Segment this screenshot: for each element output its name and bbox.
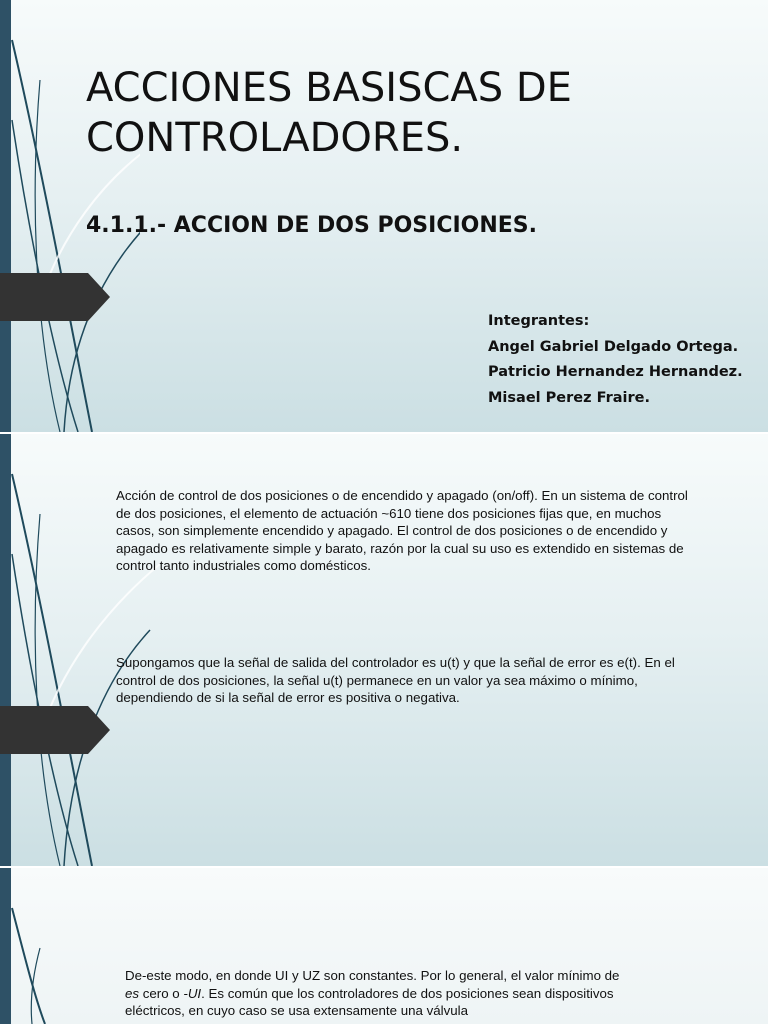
- members-heading: Integrantes:: [488, 313, 590, 329]
- member-name: Misael Perez Fraire.: [488, 389, 650, 406]
- members-block: [488, 309, 743, 411]
- paragraph-constants: [125, 967, 625, 1020]
- member-name: Angel Gabriel Delgado Ortega.: [488, 338, 739, 355]
- member-name: Patricio Hernandez Hernandez.: [488, 364, 743, 380]
- slide-content-1: [0, 434, 768, 866]
- paragraph-text: . Es común que los controladores de dos posiciones sean dispositivos eléctricos, en cuyo caso se usa extensamente una válvula: [125, 985, 614, 1018]
- slide-content-2: [0, 868, 768, 1024]
- slide-tab-marker: [0, 706, 110, 754]
- paragraph-text: De-este modo, en donde UI y UZ son constantes. Por lo general, el valor mínimo de: [125, 968, 620, 983]
- paragraph-emphasis: -UI: [183, 985, 202, 1001]
- paragraph-text: cero o: [139, 985, 184, 1001]
- slide-title: [0, 0, 768, 432]
- decorative-swoosh-lines: [0, 868, 140, 1024]
- slide-subtitle: 4.1.1.- ACCION DE DOS POSICIONES.: [86, 213, 538, 238]
- slide-tab-marker: [0, 273, 110, 321]
- paragraph-emphasis: es: [125, 985, 140, 1001]
- slide-title-heading: ACCIONES BASISCAS DE CONTROLADORES.: [86, 65, 572, 161]
- paragraph-on-off-control: Acción de control de dos posiciones o de encendido y apagado (on/off). En un sistema de control de dos posiciones, el elemento de actuación ~610 tiene dos posiciones fijas que, en muchos casos, son simplemente encendido y apagado. El control de dos posiciones o de encendido y apagado es relativamente simple y barato, razón por la cual su uso es extendido en sistemas de control tanto industriales como domésticos.: [116, 488, 688, 573]
- paragraph-output-signal: Supongamos que la señal de salida del controlador es u(t) y que la señal de error es e(t). En el control de dos posiciones, la señal u(t) permanece en un valor ya sea máximo o mínimo, dependiendo de si la señal de error es positiva o negativa.: [116, 655, 675, 705]
